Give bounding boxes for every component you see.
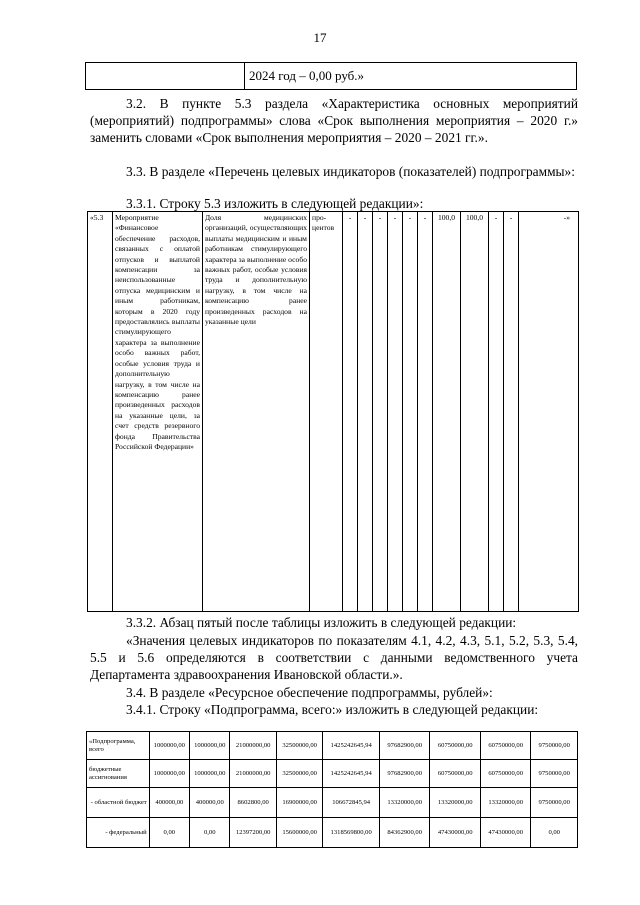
row-label: - федеральный <box>87 818 150 848</box>
paragraph-3-4: 3.4. В разделе «Ресурсное обеспечение подпрограммы, рублей»: <box>126 685 493 700</box>
paragraph-3-3-1: 3.3.1. Строку 5.3 изложить в следующей редакции»: <box>126 196 424 211</box>
value-cell: - <box>403 212 418 612</box>
table-cell: 32500000,00 <box>276 732 322 760</box>
table-cell: 60750000,00 <box>430 732 481 760</box>
table-cell: 13320000,00 <box>480 788 531 818</box>
table-cell: 97682900,00 <box>379 732 430 760</box>
page-number: 17 <box>313 30 327 45</box>
indicator-name: Доля медицинских организаций, осуществляющих выплаты медицинским и иным работникам стимулирующего характера за выполнение особо важных работ, особые условия труда и дополнительную нагрузку, в том числе на компенсацию ранее произведенных расходов на указанные цели <box>203 212 310 612</box>
table-cell: 15600000,00 <box>276 818 322 848</box>
value-cell: 100,0 <box>461 212 489 612</box>
value-cell: - <box>504 212 519 612</box>
table-cell: 1425242645,94 <box>323 732 380 760</box>
table-row <box>87 732 578 760</box>
resource-table <box>86 731 578 848</box>
row-label: бюджетные ассигнования <box>87 760 150 788</box>
table-cell: 1000000,00 <box>190 732 230 760</box>
paragraph-3-4-1: 3.4.1. Строку «Подпрограмма, всего:» изложить в следующей редакции: <box>126 702 539 717</box>
row-label: «Подпрограмма, всего <box>87 732 150 760</box>
row-label: - областной бюджет <box>87 788 150 818</box>
table-cell: 84362900,00 <box>379 818 430 848</box>
table-cell: 60750000,00 <box>480 760 531 788</box>
table-cell: 97682900,00 <box>379 760 430 788</box>
table-cell: 0,00 <box>531 818 578 848</box>
table-cell: 47430000,00 <box>480 818 531 848</box>
value-cell: 100,0 <box>433 212 461 612</box>
paragraph-3-3-2: 3.3.2. Абзац пятый после таблицы изложить в следующей редакции: <box>126 615 517 630</box>
indicator-table <box>87 211 579 612</box>
table-row <box>87 760 578 788</box>
paragraph-quote: «Значения целевых индикаторов по показателям 4.1, 4.2, 4.3, 5.1, 5.2, 5.3, 5.4, 5.5 и 5.6 определяются в соответствии с данными ведомственного учета Департамента здравоохранения Ивановской области.». <box>90 633 578 682</box>
table-cell: 9750000,00 <box>531 760 578 788</box>
value-cell: - <box>343 212 358 612</box>
value-cell: - <box>388 212 403 612</box>
table-cell: 12397200,00 <box>230 818 276 848</box>
table-cell: 400000,00 <box>149 788 189 818</box>
table-cell: 9750000,00 <box>531 732 578 760</box>
table-cell: 13320000,00 <box>379 788 430 818</box>
value-cell: - <box>418 212 433 612</box>
empty-cell <box>86 63 245 90</box>
table-cell: 47430000,00 <box>430 818 481 848</box>
table-cell: 1318569800,00 <box>323 818 380 848</box>
table-cell: 60750000,00 <box>430 760 481 788</box>
value-cell: -» <box>519 212 579 612</box>
table-row <box>87 818 578 848</box>
table-cell: 1000000,00 <box>149 732 189 760</box>
table-cell: 400000,00 <box>190 788 230 818</box>
table-cell: 0,00 <box>190 818 230 848</box>
event-name: Мероприятие «Финансовое обеспечение расходов, связанных с оплатой отпусков и выплатой компенсации за неиспользованные отпуска медицинским и иным работникам, которым в 2020 году предоставлялись выплаты стимулирующего характера за выполнение особо важных работ, особые условия труда и дополнительную нагрузку, в том числе на компенсацию ранее произведенных расходов на указанные цели, за счет средств резервного фонда Правительства Российской Федерации» <box>113 212 203 612</box>
table-row <box>88 212 579 612</box>
table-cell: 106672845,94 <box>323 788 380 818</box>
table-cell: 13320000,00 <box>430 788 481 818</box>
table-cell: 21000000,00 <box>230 760 276 788</box>
value-cell: - <box>358 212 373 612</box>
table-cell: 8602800,00 <box>230 788 276 818</box>
table-cell: 1000000,00 <box>190 760 230 788</box>
paragraph-3-2: 3.2. В пункте 5.3 раздела «Характеристика основных мероприятий (мероприятий) подпрограммы» слова «Срок выполнения мероприятия – 2020 г.» заменить словами «Срок выполнения мероприятия – 2020 – 2021 гг.». <box>90 96 578 145</box>
table-cell: 16900000,00 <box>276 788 322 818</box>
table-cell: 1425242645,94 <box>323 760 380 788</box>
unit: про-центов <box>310 212 343 612</box>
paragraph-3-3: 3.3. В разделе «Перечень целевых индикаторов (показателей) подпрограммы»: <box>126 164 575 179</box>
table-row <box>87 788 578 818</box>
table-cell: 32500000,00 <box>276 760 322 788</box>
value-cell: - <box>489 212 504 612</box>
table-cell: 21000000,00 <box>230 732 276 760</box>
row-number: «5.3 <box>88 212 113 612</box>
value-cell: - <box>373 212 388 612</box>
table-cell: 9750000,00 <box>531 788 578 818</box>
table-cell: 60750000,00 <box>480 732 531 760</box>
table-cell: 0,00 <box>149 818 189 848</box>
table-cell: 1000000,00 <box>149 760 189 788</box>
previous-table-tail <box>85 62 577 90</box>
table-cell: 2024 год – 0,00 руб.» <box>245 63 577 90</box>
